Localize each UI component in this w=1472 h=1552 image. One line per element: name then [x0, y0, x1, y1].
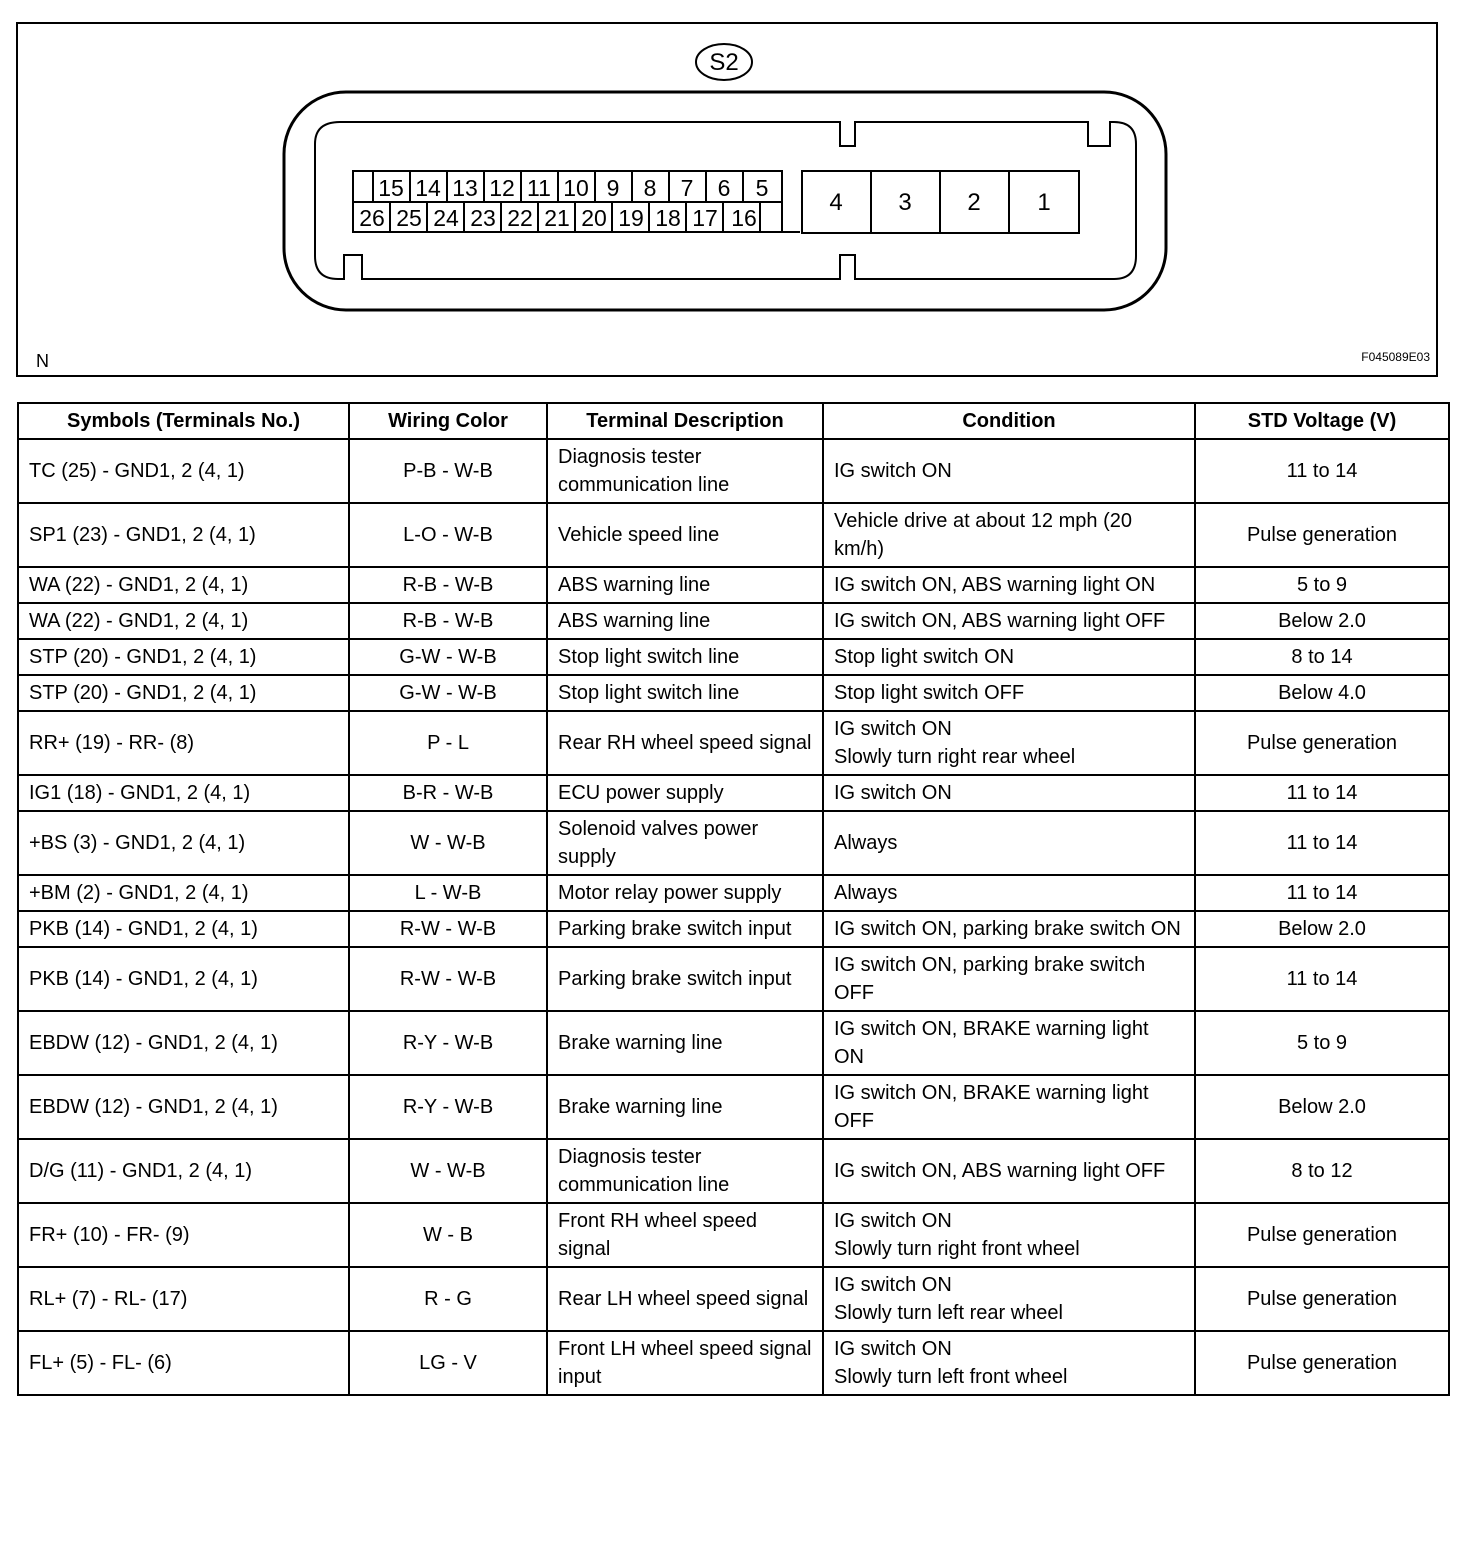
- cell-voltage: 11 to 14: [1195, 947, 1449, 1011]
- condition-line: Vehicle drive at about 12 mph (20 km/h): [834, 510, 1132, 560]
- header-terminal-description: Terminal Description: [547, 403, 823, 439]
- condition-line: IG switch ON: [834, 1338, 952, 1360]
- condition-line: Stop light switch ON: [834, 646, 1015, 668]
- pin-7: 7: [680, 175, 694, 201]
- cell-symbol: IG1 (18) - GND1, 2 (4, 1): [18, 775, 349, 811]
- header-std-voltage: STD Voltage (V): [1195, 403, 1449, 439]
- pin-17: 17: [692, 205, 718, 231]
- upper-row-pins: [378, 175, 768, 201]
- cell-wiring: R-W - W-B: [349, 911, 547, 947]
- cell-symbol: FL+ (5) - FL- (6): [18, 1331, 349, 1395]
- cell-symbol: +BM (2) - GND1, 2 (4, 1): [18, 875, 349, 911]
- table-row: [18, 567, 1449, 603]
- cell-voltage: Pulse generation: [1195, 1203, 1449, 1267]
- condition-line: Stop light switch OFF: [834, 682, 1025, 704]
- table-row: [18, 1267, 1449, 1331]
- condition-line: IG switch ON, ABS warning light ON: [834, 574, 1156, 596]
- pin-22: 22: [507, 205, 533, 231]
- cell-wiring: R-B - W-B: [349, 567, 547, 603]
- condition-line: IG switch ON: [834, 460, 952, 482]
- cell-symbol: STP (20) - GND1, 2 (4, 1): [18, 675, 349, 711]
- cell-symbol: WA (22) - GND1, 2 (4, 1): [18, 567, 349, 603]
- cell-voltage: Below 4.0: [1195, 675, 1449, 711]
- cell-voltage: Below 2.0: [1195, 911, 1449, 947]
- cell-voltage: 11 to 14: [1195, 439, 1449, 503]
- cell-condition: [823, 875, 1195, 911]
- cell-wiring: W - W-B: [349, 1139, 547, 1203]
- cell-symbol: RR+ (19) - RR- (8): [18, 711, 349, 775]
- header-condition: Condition: [823, 403, 1195, 439]
- table-row: [18, 711, 1449, 775]
- cell-wiring: L-O - W-B: [349, 503, 547, 567]
- cell-voltage: 5 to 9: [1195, 567, 1449, 603]
- pin-2: 2: [967, 189, 981, 216]
- cell-description: ECU power supply: [547, 775, 823, 811]
- cell-condition: [823, 1267, 1195, 1331]
- cell-condition: [823, 1011, 1195, 1075]
- table-row: [18, 1011, 1449, 1075]
- cell-condition: [823, 567, 1195, 603]
- cell-description: Vehicle speed line: [547, 503, 823, 567]
- lower-row-pins: [359, 205, 757, 231]
- table-row: [18, 503, 1449, 567]
- cell-symbol: RL+ (7) - RL- (17): [18, 1267, 349, 1331]
- cell-condition: [823, 1331, 1195, 1395]
- pin-8: 8: [643, 175, 657, 201]
- condition-line: IG switch ON: [834, 782, 952, 804]
- condition-line: IG switch ON, BRAKE warning light ON: [834, 1018, 1149, 1068]
- cell-wiring: B-R - W-B: [349, 775, 547, 811]
- cell-description: Parking brake switch input: [547, 947, 823, 1011]
- pin-5: 5: [755, 175, 769, 201]
- terminal-spec-table: [17, 402, 1450, 1396]
- cell-wiring: LG - V: [349, 1331, 547, 1395]
- pin-9: 9: [606, 175, 620, 201]
- pin-11: 11: [527, 175, 551, 201]
- cell-voltage: Pulse generation: [1195, 1267, 1449, 1331]
- cell-voltage: Pulse generation: [1195, 1331, 1449, 1395]
- cell-description: Brake warning line: [547, 1011, 823, 1075]
- pin-26: 26: [359, 205, 385, 231]
- cell-description: ABS warning line: [547, 603, 823, 639]
- pin-4: 4: [829, 189, 843, 216]
- cell-description: Front LH wheel speed signal input: [547, 1331, 823, 1395]
- pin-15: 15: [378, 175, 404, 201]
- cell-wiring: G-W - W-B: [349, 675, 547, 711]
- table-row: [18, 947, 1449, 1011]
- condition-line: IG switch ON, ABS warning light OFF: [834, 610, 1166, 632]
- cell-symbol: +BS (3) - GND1, 2 (4, 1): [18, 811, 349, 875]
- cell-voltage: 5 to 9: [1195, 1011, 1449, 1075]
- table-row: [18, 1139, 1449, 1203]
- cell-condition: [823, 1139, 1195, 1203]
- condition-line: IG switch ON, BRAKE warning light OFF: [834, 1082, 1149, 1132]
- pin-13: 13: [452, 175, 478, 201]
- pin-25: 25: [396, 205, 422, 231]
- table-row: [18, 1075, 1449, 1139]
- condition-line: Slowly turn left front wheel: [834, 1366, 1068, 1388]
- cell-condition: [823, 811, 1195, 875]
- connector-figure: [16, 22, 1438, 377]
- cell-symbol: PKB (14) - GND1, 2 (4, 1): [18, 947, 349, 1011]
- condition-line: Always: [834, 882, 898, 904]
- connector-label: S2: [709, 49, 739, 76]
- cell-description: Motor relay power supply: [547, 875, 823, 911]
- pin-19: 19: [618, 205, 644, 231]
- cell-description: Stop light switch line: [547, 675, 823, 711]
- cell-condition: [823, 639, 1195, 675]
- cell-condition: [823, 911, 1195, 947]
- cell-symbol: PKB (14) - GND1, 2 (4, 1): [18, 911, 349, 947]
- pin-18: 18: [655, 205, 681, 231]
- cell-description: Stop light switch line: [547, 639, 823, 675]
- condition-line: Slowly turn right rear wheel: [834, 746, 1076, 768]
- table-row: [18, 675, 1449, 711]
- cell-description: ABS warning line: [547, 567, 823, 603]
- cell-symbol: SP1 (23) - GND1, 2 (4, 1): [18, 503, 349, 567]
- cell-condition: [823, 439, 1195, 503]
- cell-wiring: L - W-B: [349, 875, 547, 911]
- cell-symbol: EBDW (12) - GND1, 2 (4, 1): [18, 1075, 349, 1139]
- cell-voltage: Below 2.0: [1195, 603, 1449, 639]
- condition-line: Always: [834, 832, 898, 854]
- cell-condition: [823, 1075, 1195, 1139]
- cell-condition: [823, 503, 1195, 567]
- cell-symbol: EBDW (12) - GND1, 2 (4, 1): [18, 1011, 349, 1075]
- condition-line: IG switch ON, parking brake switch ON: [834, 918, 1181, 940]
- cell-wiring: P-B - W-B: [349, 439, 547, 503]
- cell-symbol: TC (25) - GND1, 2 (4, 1): [18, 439, 349, 503]
- cell-symbol: D/G (11) - GND1, 2 (4, 1): [18, 1139, 349, 1203]
- cell-description: Brake warning line: [547, 1075, 823, 1139]
- cell-wiring: G-W - W-B: [349, 639, 547, 675]
- table-row: [18, 603, 1449, 639]
- figure-code: F045089E03: [1361, 350, 1430, 364]
- pin-1: 1: [1037, 189, 1051, 216]
- condition-line: IG switch ON, ABS warning light OFF: [834, 1160, 1166, 1182]
- cell-description: Front RH wheel speed signal: [547, 1203, 823, 1267]
- cell-voltage: Pulse generation: [1195, 711, 1449, 775]
- cell-wiring: R-B - W-B: [349, 603, 547, 639]
- header-symbols: Symbols (Terminals No.): [18, 403, 349, 439]
- condition-line: IG switch ON: [834, 718, 952, 740]
- cell-condition: [823, 603, 1195, 639]
- cell-condition: [823, 1203, 1195, 1267]
- pin-24: 24: [433, 205, 459, 231]
- view-mark: N: [36, 351, 49, 371]
- cell-wiring: W - B: [349, 1203, 547, 1267]
- cell-description: Rear RH wheel speed signal: [547, 711, 823, 775]
- table-row: [18, 1203, 1449, 1267]
- cell-voltage: 8 to 14: [1195, 639, 1449, 675]
- table-row: [18, 811, 1449, 875]
- pin-3: 3: [898, 189, 912, 216]
- condition-line: Slowly turn right front wheel: [834, 1238, 1080, 1260]
- cell-condition: [823, 711, 1195, 775]
- pin-20: 20: [581, 205, 607, 231]
- table-header-row: [18, 403, 1449, 439]
- cell-description: Diagnosis tester communication line: [547, 439, 823, 503]
- cell-wiring: R-Y - W-B: [349, 1075, 547, 1139]
- cell-condition: [823, 947, 1195, 1011]
- cell-voltage: Pulse generation: [1195, 503, 1449, 567]
- cell-symbol: FR+ (10) - FR- (9): [18, 1203, 349, 1267]
- cell-description: Rear LH wheel speed signal: [547, 1267, 823, 1331]
- cell-voltage: 11 to 14: [1195, 775, 1449, 811]
- cell-wiring: P - L: [349, 711, 547, 775]
- pin-21: 21: [544, 205, 570, 231]
- cell-voltage: 11 to 14: [1195, 811, 1449, 875]
- pin-12: 12: [489, 175, 515, 201]
- cell-condition: [823, 675, 1195, 711]
- cell-description: Parking brake switch input: [547, 911, 823, 947]
- pin-16: 16: [731, 205, 757, 231]
- cell-voltage: Below 2.0: [1195, 1075, 1449, 1139]
- condition-line: IG switch ON: [834, 1274, 952, 1296]
- cell-wiring: R-W - W-B: [349, 947, 547, 1011]
- header-wiring-color: Wiring Color: [349, 403, 547, 439]
- pin-23: 23: [470, 205, 496, 231]
- cell-wiring: W - W-B: [349, 811, 547, 875]
- cell-symbol: WA (22) - GND1, 2 (4, 1): [18, 603, 349, 639]
- condition-line: IG switch ON: [834, 1210, 952, 1232]
- cell-voltage: 8 to 12: [1195, 1139, 1449, 1203]
- table-row: [18, 439, 1449, 503]
- condition-line: IG switch ON, parking brake switch OFF: [834, 954, 1146, 1004]
- table-row: [18, 911, 1449, 947]
- cell-description: Diagnosis tester communication line: [547, 1139, 823, 1203]
- table-row: [18, 1331, 1449, 1395]
- table-row: [18, 875, 1449, 911]
- cell-wiring: R-Y - W-B: [349, 1011, 547, 1075]
- condition-line: Slowly turn left rear wheel: [834, 1302, 1063, 1324]
- table-row: [18, 639, 1449, 675]
- cell-condition: [823, 775, 1195, 811]
- cell-symbol: STP (20) - GND1, 2 (4, 1): [18, 639, 349, 675]
- cell-wiring: R - G: [349, 1267, 547, 1331]
- cell-voltage: 11 to 14: [1195, 875, 1449, 911]
- pin-6: 6: [717, 175, 731, 201]
- pin-10: 10: [563, 175, 589, 201]
- table-row: [18, 775, 1449, 811]
- connector-diagram: [18, 24, 1436, 375]
- cell-description: Solenoid valves power supply: [547, 811, 823, 875]
- pin-14: 14: [415, 175, 441, 201]
